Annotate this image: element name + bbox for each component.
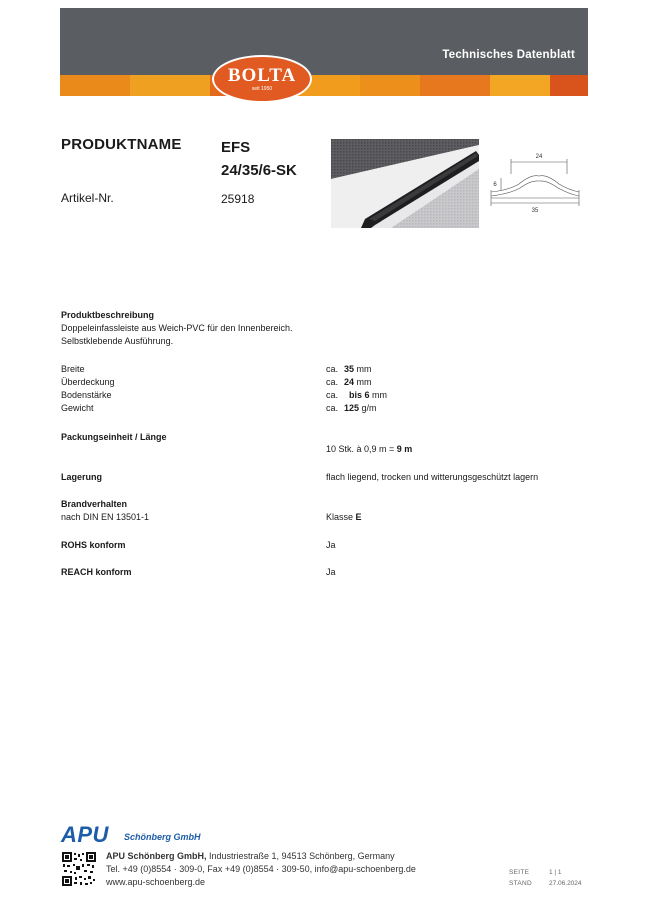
spec-number: 24 <box>344 377 355 387</box>
date-label: STAND <box>509 880 533 887</box>
spec-number: bis 6 <box>349 390 370 400</box>
color-stripe <box>60 75 588 96</box>
fire-behaviour-label: Brandverhalten <box>61 499 128 509</box>
apu-logo: APU <box>61 822 109 847</box>
address-text: Industriestraße 1, 94513 Schönberg, Germany <box>206 851 395 861</box>
spec-prefix: ca. <box>326 364 339 374</box>
product-name-value <box>221 136 331 182</box>
rohs-value: Ja <box>326 540 336 550</box>
date-value: 27.06.2024 <box>549 880 582 887</box>
description-line2: Selbstklebende Ausführung. <box>61 336 174 346</box>
packaging-label: Packungseinheit / Länge <box>61 432 167 442</box>
reach-label: REACH konform <box>61 567 132 577</box>
company-website[interactable]: www.apu-schoenberg.de <box>106 877 206 887</box>
storage-value: flach liegend, trocken und witterungsgeschützt lagern <box>326 472 539 482</box>
packaging-value <box>326 443 412 456</box>
qr-code-icon <box>62 852 96 886</box>
spec-label-floor-thickness: Bodenstärke <box>61 390 112 400</box>
stripe-segment <box>420 75 490 96</box>
article-number-label: Artikel-Nr. <box>61 191 114 205</box>
page-number: 1 | 1 <box>549 869 562 876</box>
article-number-value: 25918 <box>221 192 255 206</box>
product-name-label: PRODUKTNAME <box>61 136 182 153</box>
dim-bottom-label: 35 <box>531 208 539 214</box>
product-name-line2: 24/35/6-SK <box>221 162 297 179</box>
profile-drawing <box>487 150 583 216</box>
reach-value: Ja <box>326 567 336 577</box>
logo-subtext: seit 1950 <box>251 86 273 92</box>
spec-prefix: ca. <box>326 377 339 387</box>
spec-label-width: Breite <box>61 364 85 374</box>
fire-class-prefix: Klasse <box>326 512 356 522</box>
stripe-segment <box>60 75 130 96</box>
spec-unit: mm <box>372 390 388 400</box>
logo-text: BOLTA <box>227 65 297 86</box>
spec-label-overlap: Überdeckung <box>61 377 115 387</box>
header-banner <box>60 8 588 96</box>
page-label: SEITE <box>509 869 530 876</box>
spec-value-floor-thickness <box>326 389 387 402</box>
packaging-total: 9 m <box>396 444 413 454</box>
stripe-segment <box>360 75 420 96</box>
fire-class-value: E <box>355 512 362 522</box>
description-heading: Produktbeschreibung <box>61 310 155 320</box>
apu-logo-subtitle: Schönberg GmbH <box>124 832 201 842</box>
dim-height-label: 6 <box>493 182 497 188</box>
company-contact: Tel. +49 (0)8554 · 309-0, Fax +49 (0)8554 · 309-50, info@apu-schoenberg.de <box>106 864 416 874</box>
bolta-logo <box>212 55 312 103</box>
product-photo <box>331 139 479 228</box>
fire-behaviour-class <box>326 511 362 524</box>
dim-top-label: 24 <box>535 154 543 160</box>
stripe-segment <box>550 75 588 96</box>
spec-prefix: ca. <box>326 403 339 413</box>
spec-value-overlap <box>326 376 372 389</box>
stripe-segment <box>490 75 550 96</box>
spec-unit: mm <box>356 377 372 387</box>
spec-unit: mm <box>356 364 372 374</box>
spec-number: 125 <box>344 403 360 413</box>
spec-unit: g/m <box>361 403 377 413</box>
rohs-label: ROHS konform <box>61 540 126 550</box>
product-name-line1: EFS <box>221 139 251 156</box>
company-address <box>106 850 395 863</box>
storage-label: Lagerung <box>61 472 103 482</box>
document-type-title: Technisches Datenblatt <box>442 49 575 61</box>
spec-value-weight <box>326 402 377 415</box>
packaging-value-text: 10 Stk. à 0,9 m = <box>326 444 397 454</box>
description-line1: Doppeleinfassleiste aus Weich-PVC für den Innenbereich. <box>61 323 293 333</box>
spec-prefix: ca. <box>326 390 339 400</box>
stripe-segment <box>130 75 210 96</box>
fire-behaviour-norm: nach DIN EN 13501-1 <box>61 512 150 522</box>
spec-number: 35 <box>344 364 355 374</box>
spec-value-width <box>326 363 372 376</box>
company-name: APU Schönberg GmbH, <box>106 851 207 861</box>
spec-label-weight: Gewicht <box>61 403 94 413</box>
